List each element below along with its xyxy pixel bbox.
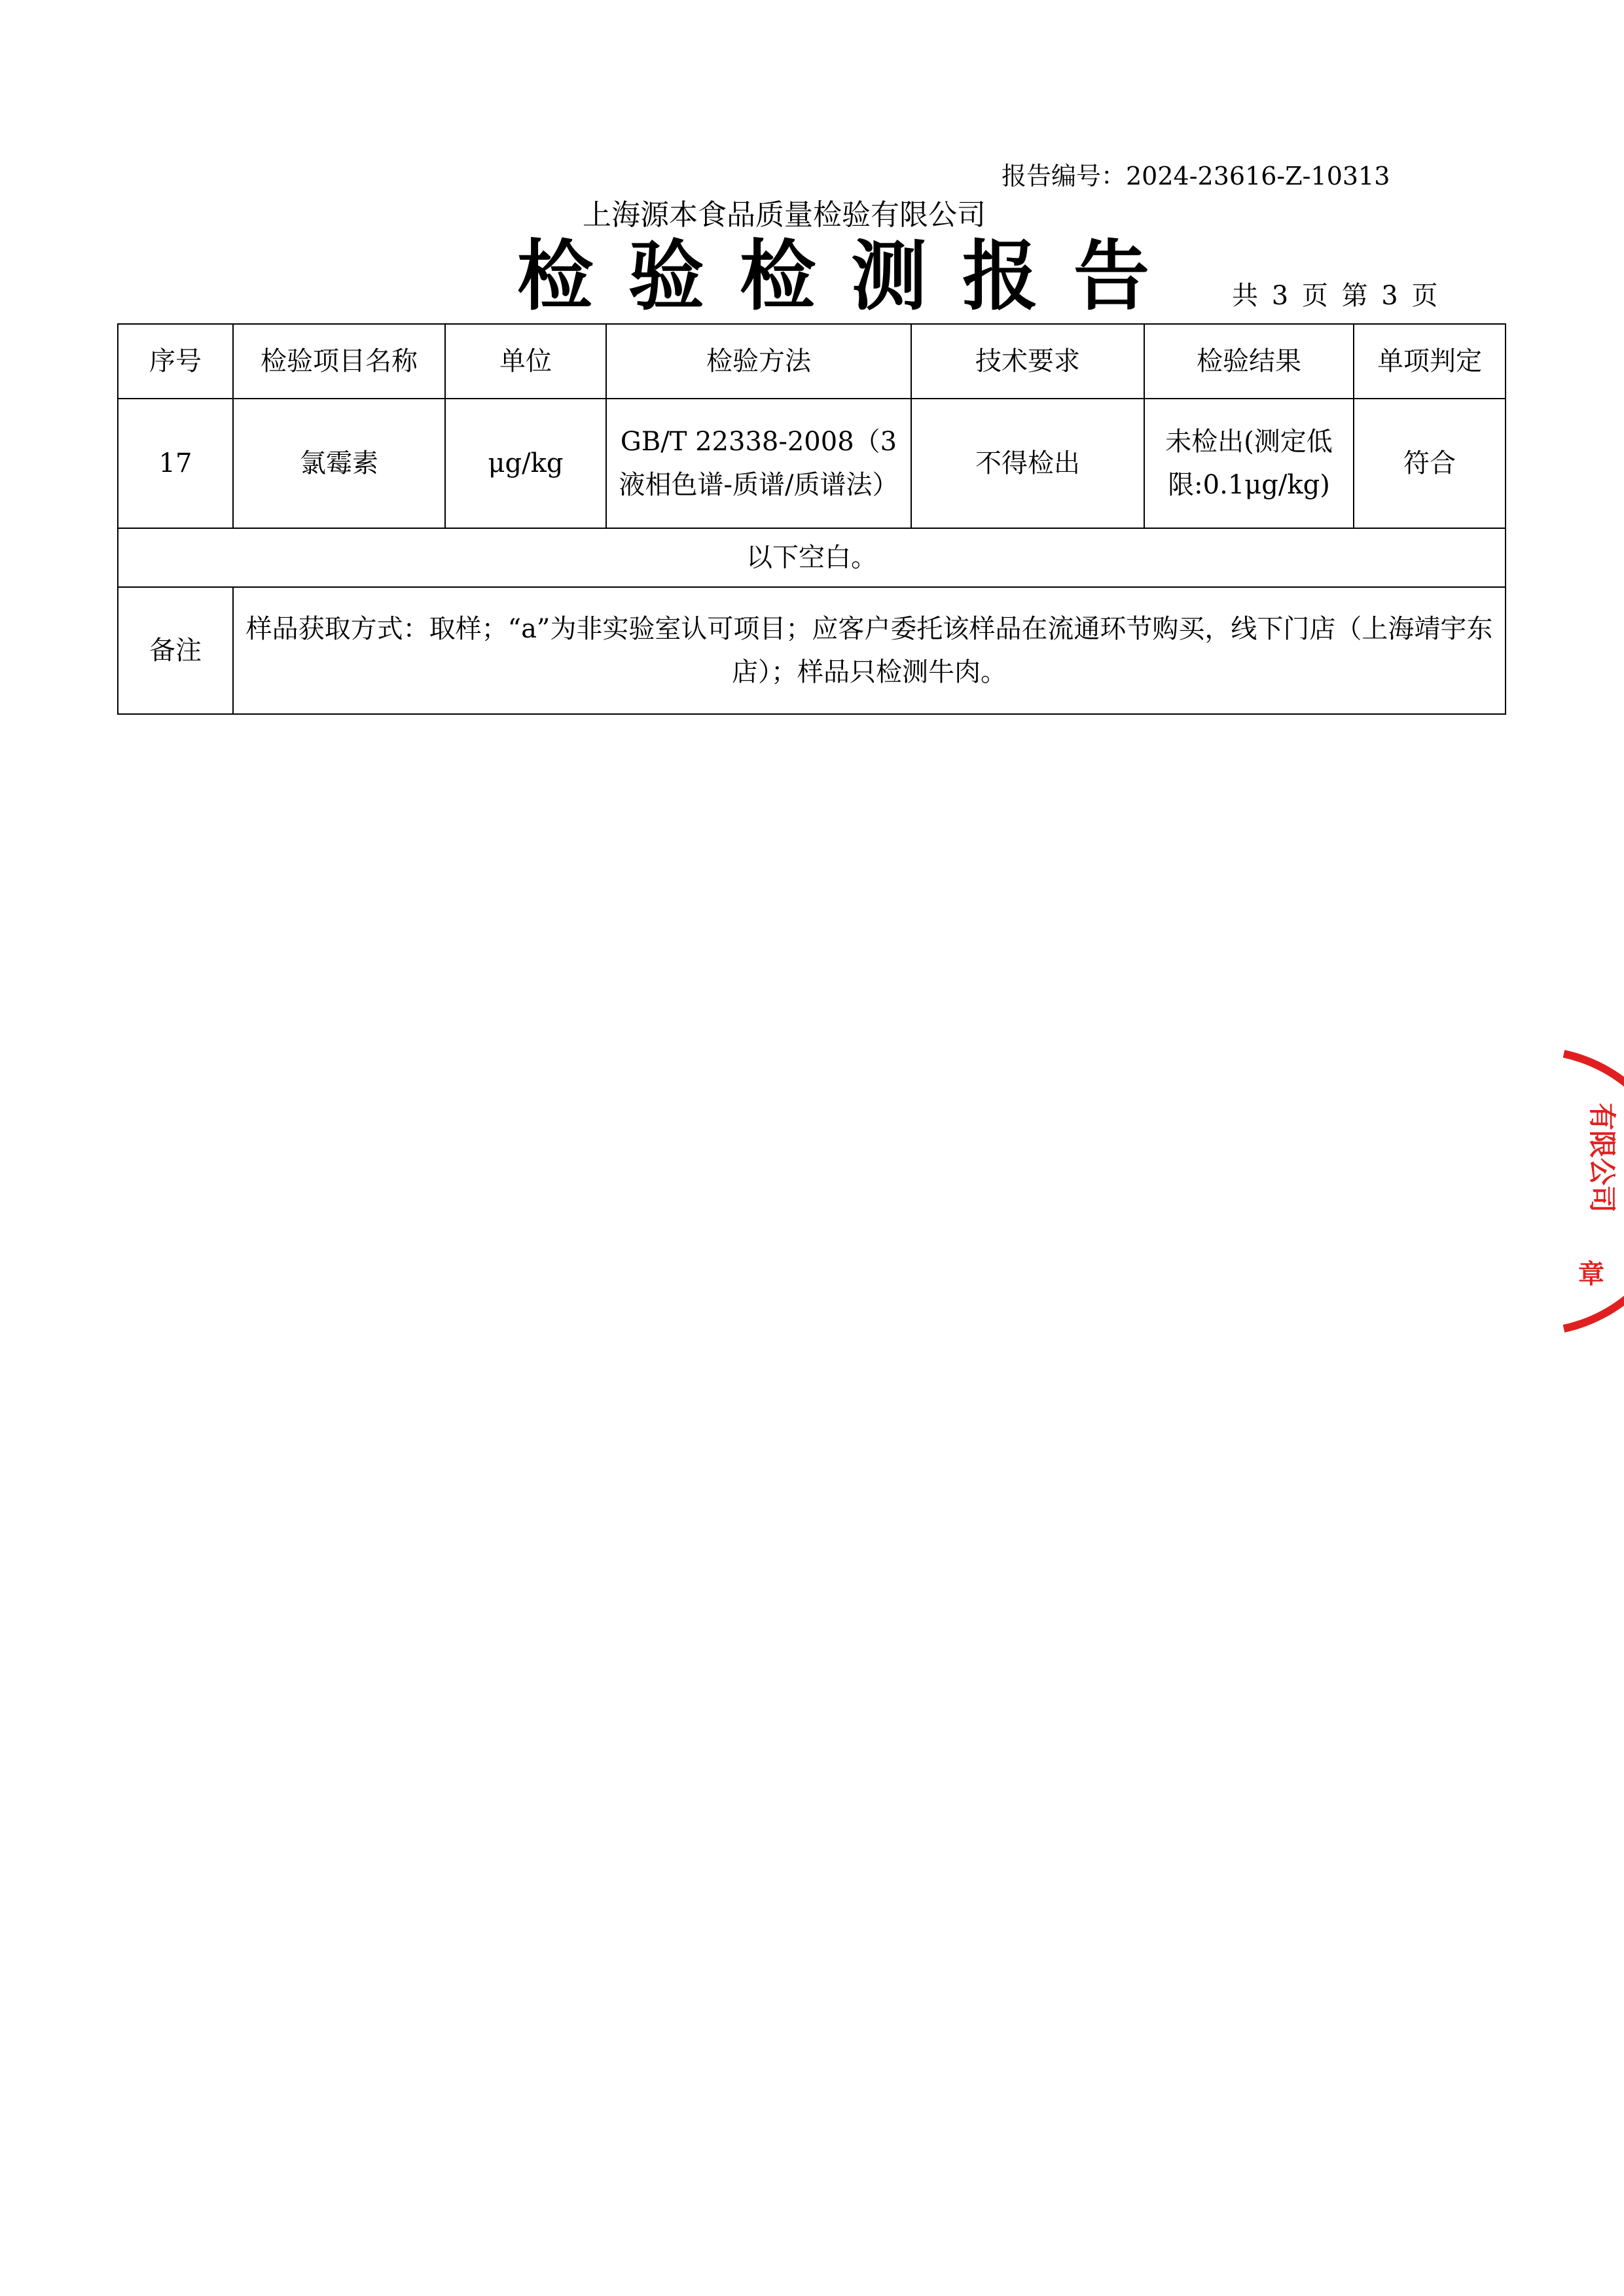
cell-requirement: 不得检出 [911,399,1144,528]
page-info: 共 3 页 第 3 页 [1232,281,1441,311]
report-number: 报告编号：2024-23616-Z-10313 [1001,162,1390,190]
remark-label: 备注 [118,587,233,714]
remark-text: 样品获取方式：取样；“a”为非实验室认可项目；应客户委托该样品在流通环节购买，线下门店（上海靖宇东店）；样品只检测牛肉。 [233,587,1506,714]
cell-method: GB/T 22338-2008（3 液相色谱-质谱/质谱法） [606,399,911,528]
col-header-item: 检验项目名称 [233,324,445,399]
company-seal-stamp [1559,1041,1624,1342]
blank-note-row [118,528,1506,587]
cell-judgement: 符合 [1354,399,1506,528]
table-row [118,399,1506,528]
svg-text:有限公司: 有限公司 [1586,1103,1618,1213]
cell-unit: μg/kg [445,399,606,528]
seal-graphic [1559,1041,1624,1342]
svg-text:章: 章 [1578,1259,1604,1289]
col-header-no: 序号 [118,324,233,399]
col-header-result: 检验结果 [1144,324,1354,399]
col-header-requirement: 技术要求 [911,324,1144,399]
col-header-judgement: 单项判定 [1354,324,1506,399]
blank-note: 以下空白。 [118,528,1506,587]
company-name: 上海源本食品质量检验有限公司 [583,198,986,232]
cell-item: 氯霉素 [233,399,445,528]
col-header-unit: 单位 [445,324,606,399]
remark-row [118,587,1506,714]
report-title: 检验检测报告 [517,232,1185,321]
cell-no: 17 [118,399,233,528]
cell-result: 未检出(测定低限:0.1μg/kg) [1144,399,1354,528]
table-header-row [118,324,1506,399]
col-header-method: 检验方法 [606,324,911,399]
results-table [117,323,1506,715]
